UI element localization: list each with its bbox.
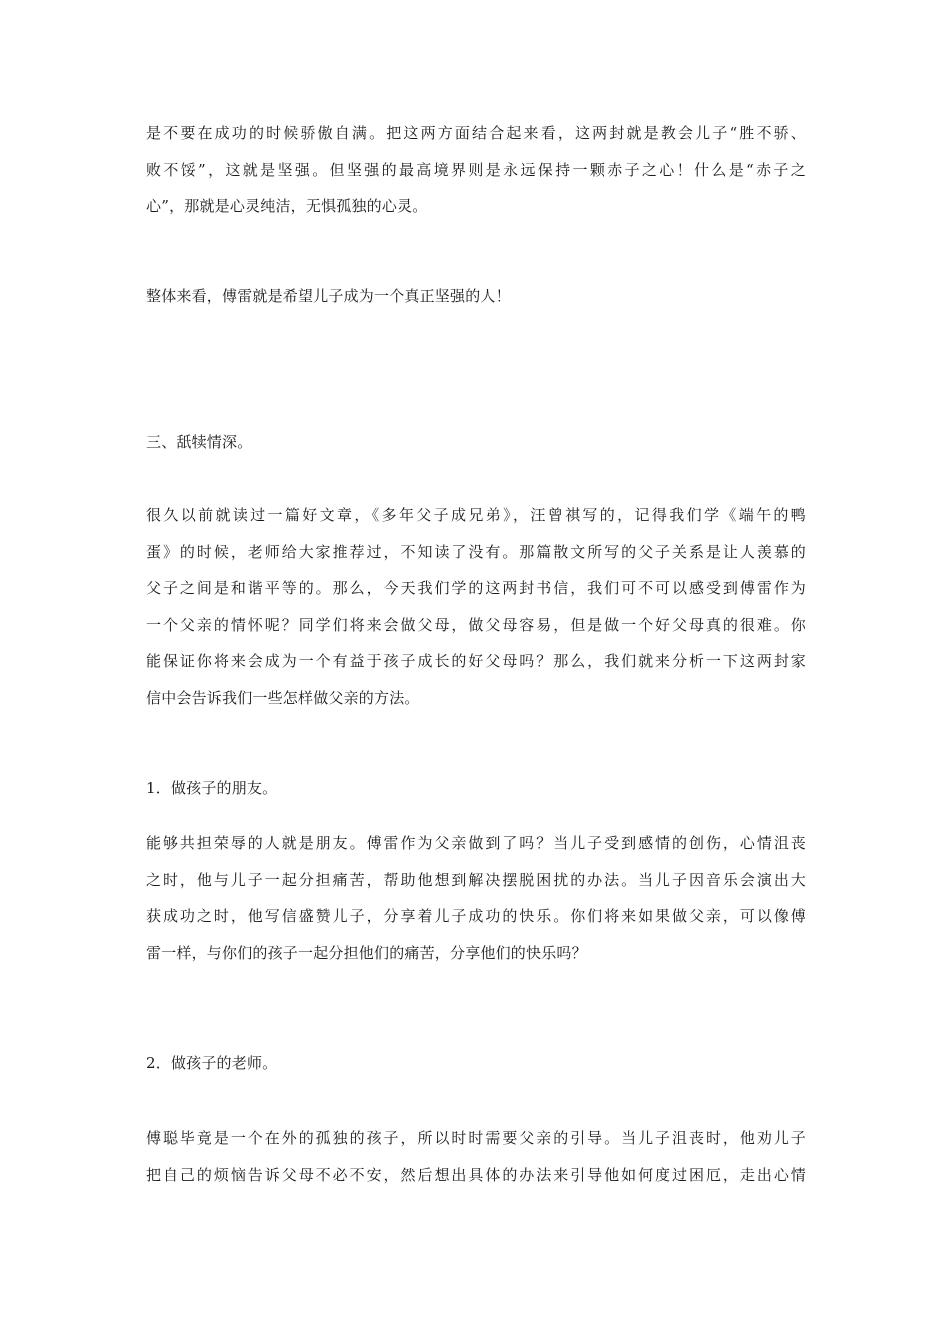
subheading-friend <box>146 770 806 807</box>
text-line: 父子之间是和谐平等的。那么，今天我们学的这两封书信，我们可不可以感受到傅雷作为 <box>146 579 806 597</box>
text-line: 获成功之时，他写信盛赞儿子，分享着儿子成功的快乐。你们将来如果做父亲，可以像傅 <box>146 907 806 925</box>
text-line: 一个父亲的情怀呢？同学们将来会做父母，做父母容易，但是做一个好父母真的很难。你 <box>146 615 806 634</box>
text-line: 信中会告诉我们一些怎样做父亲的方法。 <box>146 688 420 707</box>
text-line: 很久以前就读过一篇好文章，《多年父子成兄弟》，汪曾祺写的，记得我们学《端午的鸭 <box>146 506 806 524</box>
text-line: 整体来看，傅雷就是希望儿子成为一个真正坚强的人！ <box>146 287 511 305</box>
paragraph-perseverance-conclusion <box>146 115 806 225</box>
text-line: 雷一样，与你们的孩子一起分担他们的痛苦，分享他们的快乐吗？ <box>146 943 587 962</box>
paragraph-summary <box>146 278 806 315</box>
subheading-teacher <box>146 1045 806 1082</box>
text-line: 能够共担荣辱的人就是朋友。傅雷作为父亲做到了吗？当儿子受到感情的创伤，心情沮丧 <box>146 834 806 852</box>
text-line: 能保证你将来会成为一个有益于孩子成长的好父母吗？那么，我们就来分析一下这两封家 <box>146 652 806 670</box>
heading-text: 2．做孩子的老师。 <box>146 1054 278 1072</box>
text-line: 是不要在成功的时候骄傲自满。把这两方面结合起来看，这两封就是教会儿子“胜不骄、 <box>146 124 806 142</box>
text-line: 蛋》的时候，老师给大家推荐过，不知读了没有。那篇散文所写的父子关系是让人羡慕的 <box>146 542 806 561</box>
text-line: 傅聪毕竟是一个在外的孤独的孩子，所以时时需要父亲的引导。当儿子沮丧时，他劝儿子 <box>146 1129 806 1147</box>
text-line: 把自己的烦恼告诉父母不必不安，然后想出具体的办法来引导他如何度过困厄，走出心情 <box>146 1165 806 1184</box>
text-line: 败不馁”，这就是坚强。但坚强的最高境界则是永远保持一颗赤子之心！什么是“赤子之 <box>146 160 806 179</box>
text-line: 心”，那就是心灵纯洁，无惧孤独的心灵。 <box>146 197 428 215</box>
text-line: 之时，他与儿子一起分担痛苦，帮助他想到解决摆脱困扰的办法。当儿子因音乐会演出大 <box>146 870 806 889</box>
heading-text: 三、舐犊情深。 <box>146 433 253 451</box>
paragraph-be-teacher <box>146 1120 806 1193</box>
section-heading-3 <box>146 424 806 461</box>
paragraph-be-friend <box>146 825 806 971</box>
heading-text: 1．做孩子的朋友。 <box>146 779 278 797</box>
paragraph-father-son-intro <box>146 497 806 716</box>
